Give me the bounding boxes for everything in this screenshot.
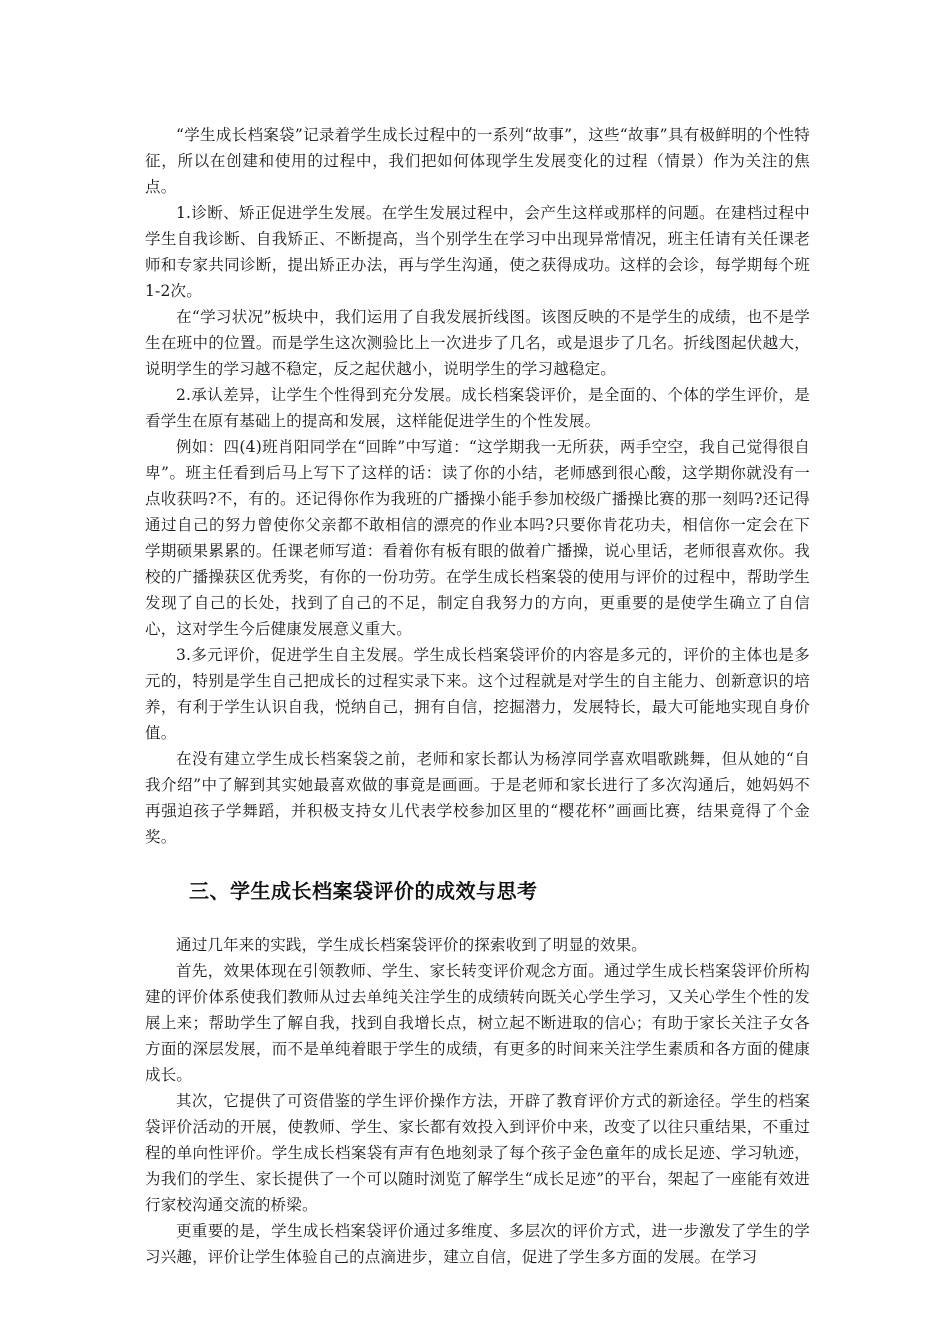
paragraph-point-2: 2.承认差异，让学生个性得到充分发展。成长档案袋评价，是全面的、个体的学生评价，是看学生在原有基础上的提高和发展，这样能促进学生的个性发展。: [145, 386, 810, 430]
paragraph-point-1: 1.诊断、矫正促进学生发展。在学生发展过程中，会产生这样或那样的问题。在建档过程中学生自我诊断、自我矫正、不断提高，当个别学生在学习中出现异常情况，班主任请有关任课老师和专家共同诊断，提出矫正办法，再与学生沟通，使之获得成功。这样的会诊，每学期每个班1-2次。: [145, 204, 810, 300]
paragraph-results-first: 首先，效果体现在引领教师、学生、家长转变评价观念方面。通过学生成长档案袋评价所构建的评价体系使我们教师从过去单纯关注学生的成绩转向既关心学生学习，又关心学生个性的发展上来；帮助学生了解自我，找到自我增长点，树立起不断进取的信心；有助于家长关注子女各方面的深层发展，而不是单纯着眼于学生的成绩，有更多的时间来关注学生素质和各方面的健康成长。: [145, 962, 810, 1084]
paragraph-example-yangchun: 在没有建立学生成长档案袋之前，老师和家长都认为杨淳同学喜欢唱歌跳舞，但从她的“自我介绍”中了解到其实她最喜欢做的事竟是画画。于是老师和家长进行了多次沟通后，她妈妈不再强迫孩子学舞蹈，并积极支持女儿代表学校参加区里的“樱花杯”画画比赛，结果竟得了个金奖。: [145, 750, 810, 846]
paragraph-results-second: 其次，它提供了可资借鉴的学生评价操作方法，开辟了教育评价方式的新途径。学生的档案袋评价活动的开展，使教师、学生、家长都有效投入到评价中来，改变了以往只重结果，不重过程的单向性评价。学生成长档案袋有声有色地刻录了每个孩子金色童年的成长足迹、学习轨迹，为我们的学生、家长提供了一个可以随时浏览了解学生“成长足迹”的平台，架起了一座能有效进行家校沟通交流的桥梁。: [145, 1092, 810, 1214]
paragraph-point-3: 3.多元评价，促进学生自主发展。学生成长档案袋评价的内容是多元的，评价的主体也是多元的，特别是学生自己把成长的过程实录下来。这个过程就是对学生的自主能力、创新意识的培养，有利于学生认识自我，悦纳自己，拥有自信，挖掘潜力，发展特长，最大可能地实现自身价值。: [145, 646, 810, 742]
paragraph-results-intro: 通过几年来的实践，学生成长档案袋评价的探索收到了明显的效果。: [176, 936, 648, 954]
section-heading: 三、学生成长档案袋评价的成效与思考: [189, 879, 538, 903]
paragraph-intro: “学生成长档案袋”记录着学生成长过程中的一系列“故事”，这些“故事”具有极鲜明的个性特征，所以在创建和使用的过程中，我们把如何体现学生发展变化的过程（情景）作为关注的焦点。: [145, 126, 810, 196]
paragraph-example-xiaoyang: 例如：四(4)班肖阳同学在“回眸”中写道：“这学期我一无所获，两手空空，我自己觉得很自卑”。班主任看到后马上写下了这样的话：读了你的小结，老师感到很心酸，这学期你就没有一点收获吗?不，有的。还记得你作为我班的广播操小能手参加校级广播操比赛的那一刻吗?还记得通过自己的努力曾使你父亲都不敢相信的漂亮的作业本吗?只要你肯花功夫，相信你一定会在下学期硕果累累的。任课老师写道：看着你有板有眼的做着广播操，说心里话，老师很喜欢你。我校的广播操获区优秀奖，有你的一份功劳。在学生成长档案袋的使用与评价的过程中，帮助学生发现了自己的长处，找到了自己的不足，制定自我努力的方向，更重要的是使学生确立了自信心，这对学生今后健康发展意义重大。: [145, 438, 810, 638]
paragraph-learning-status: 在“学习状况”板块中，我们运用了自我发展折线图。该图反映的不是学生的成绩，也不是学生在班中的位置。而是学生这次测验比上一次进步了几名，或是退步了几名。折线图起伏越大，说明学生的学习越不稳定，反之起伏越小，说明学生的学习越稳定。: [145, 308, 810, 378]
document-page: [145, 122, 810, 1270]
paragraph-results-third: 更重要的是，学生成长档案袋评价通过多维度、多层次的评价方式，进一步激发了学生的学习兴趣，评价让学生体验自己的点滴进步，建立自信，促进了学生多方面的发展。在学习: [145, 1222, 810, 1266]
